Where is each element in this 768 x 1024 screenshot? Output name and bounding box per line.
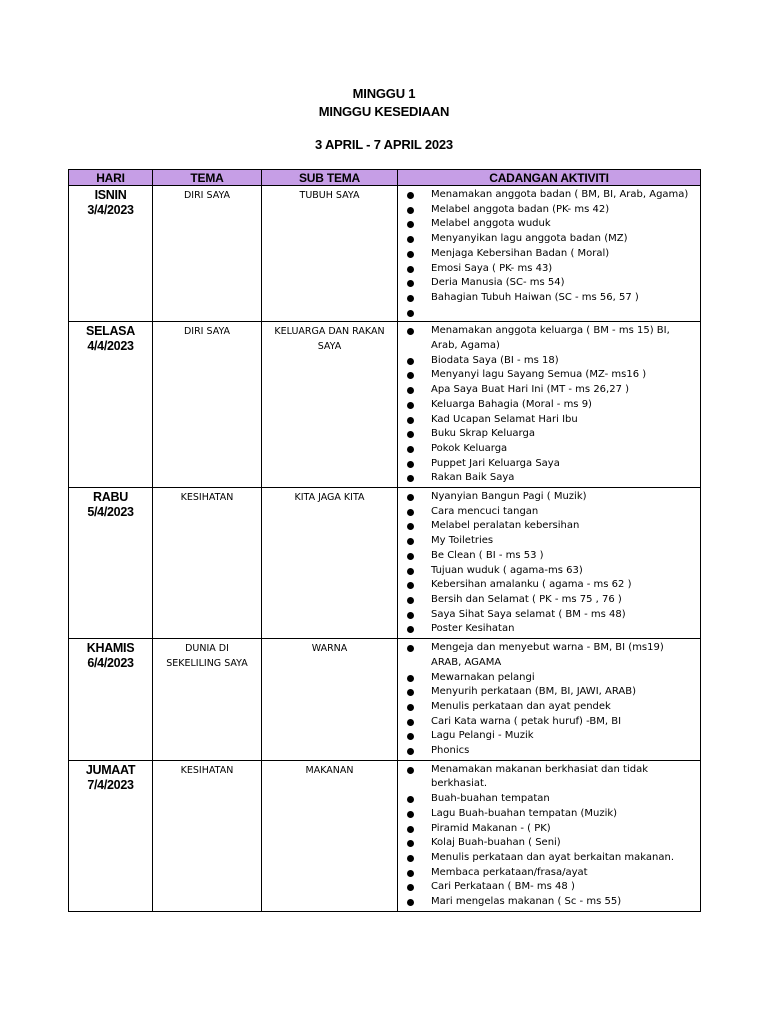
bullet-icon bbox=[407, 310, 414, 317]
weekly-plan-table bbox=[68, 169, 701, 912]
list-item bbox=[398, 895, 700, 910]
bullet-icon bbox=[407, 582, 414, 589]
list-item bbox=[398, 564, 700, 579]
activity-text: My Toiletries bbox=[431, 535, 494, 547]
day-name: ISNIN bbox=[94, 188, 127, 202]
bullet-icon bbox=[407, 826, 414, 833]
day-date: 7/4/2023 bbox=[87, 777, 134, 792]
sub-tema-cell bbox=[262, 760, 398, 911]
tema-text: DUNIA DI SEKELILING SAYA bbox=[166, 643, 248, 670]
list-item bbox=[398, 324, 700, 353]
list-item bbox=[398, 471, 700, 486]
day-cell bbox=[69, 186, 153, 322]
list-item bbox=[398, 608, 700, 623]
header-cadangan-aktiviti: CADANGAN AKTIVITI bbox=[398, 170, 701, 186]
list-item bbox=[398, 836, 700, 851]
bullet-icon bbox=[407, 855, 414, 862]
activity-text: Menamakan anggota badan ( BM, BI, Arab, Agama) bbox=[431, 189, 689, 200]
list-item bbox=[398, 822, 700, 837]
list-item bbox=[398, 866, 700, 881]
list-item bbox=[398, 232, 700, 247]
activities-cell bbox=[398, 760, 701, 911]
header-sub-tema: SUB TEMA bbox=[262, 170, 398, 186]
bullet-icon bbox=[407, 675, 414, 682]
bullet-icon bbox=[407, 236, 414, 243]
activity-text: Apa Saya Buat Hari Ini (MT - ms 26,27 ) bbox=[431, 384, 630, 396]
activity-text: Saya Sihat Saya selamat ( BM - ms 48) bbox=[431, 608, 626, 620]
activity-text: Melabel peralatan kebersihan bbox=[431, 520, 580, 532]
activities-cell bbox=[398, 639, 701, 761]
activity-text: Emosi Saya ( PK- ms 43) bbox=[431, 262, 553, 274]
list-item bbox=[398, 217, 700, 232]
list-item bbox=[398, 442, 700, 457]
bullet-icon bbox=[407, 295, 414, 302]
activity-text: Cari Perkataan ( BM- ms 48 ) bbox=[431, 881, 575, 893]
activity-list bbox=[398, 490, 700, 637]
activity-list bbox=[398, 188, 700, 320]
activity-text: Melabel anggota wuduk bbox=[431, 218, 551, 230]
activity-text: Menyanyi lagu Sayang Semua (MZ- ms16 ) bbox=[431, 369, 647, 381]
list-item bbox=[398, 671, 700, 686]
bullet-icon bbox=[407, 446, 414, 453]
activities-cell bbox=[398, 186, 701, 322]
activity-text: Mewarnakan pelangi bbox=[431, 671, 535, 683]
activities-cell bbox=[398, 488, 701, 639]
tema-text: KESIHATAN bbox=[180, 764, 234, 776]
activity-text: Lagu Pelangi - Muzik bbox=[431, 730, 534, 742]
activities-cell bbox=[398, 322, 701, 488]
sub-tema-cell bbox=[262, 639, 398, 761]
list-item bbox=[398, 534, 700, 549]
bullet-icon bbox=[407, 704, 414, 711]
header-tema: TEMA bbox=[153, 170, 262, 186]
day-cell bbox=[69, 760, 153, 911]
activity-text: Nyanyian Bangun Pagi ( Muzik) bbox=[431, 491, 587, 503]
activity-text: Melabel anggota badan (PK- ms 42) bbox=[431, 203, 610, 215]
sub-tema-cell bbox=[262, 488, 398, 639]
activity-list bbox=[398, 324, 700, 486]
bullet-icon bbox=[407, 767, 414, 774]
bullet-icon bbox=[407, 461, 414, 468]
sub-tema-cell bbox=[262, 186, 398, 322]
bullet-icon bbox=[407, 733, 414, 740]
day-name: SELASA bbox=[86, 324, 135, 339]
activity-list bbox=[398, 763, 700, 910]
activity-text: Phonics bbox=[431, 745, 470, 757]
bullet-icon bbox=[407, 597, 414, 604]
day-name: KHAMIS bbox=[86, 641, 135, 656]
activity-text: Pokok Keluarga bbox=[431, 442, 508, 454]
bullet-icon bbox=[407, 840, 414, 847]
list-item bbox=[398, 641, 700, 670]
list-item bbox=[398, 505, 700, 520]
list-item bbox=[398, 276, 700, 291]
activity-text: Kebersihan amalanku ( agama - ms 62 ) bbox=[431, 579, 632, 591]
bullet-icon bbox=[407, 748, 414, 755]
list-item bbox=[398, 203, 700, 218]
bullet-icon bbox=[407, 626, 414, 633]
activity-text: Menjaga Kebersihan Badan ( Moral) bbox=[431, 247, 610, 259]
bullet-icon bbox=[407, 358, 414, 365]
bullet-icon bbox=[407, 402, 414, 409]
day-date: 5/4/2023 bbox=[87, 505, 134, 520]
list-item bbox=[398, 306, 700, 321]
header-hari: HARI bbox=[69, 170, 153, 186]
activity-text: Mari mengelas makanan ( Sc - ms 55) bbox=[431, 896, 622, 908]
list-item bbox=[398, 715, 700, 730]
activity-text: Kolaj Buah-buahan ( Seni) bbox=[431, 837, 561, 849]
list-item bbox=[398, 763, 700, 792]
sub-tema-text: WARNA bbox=[311, 643, 348, 655]
list-item bbox=[398, 368, 700, 383]
bullet-icon bbox=[407, 431, 414, 438]
list-item bbox=[398, 807, 700, 822]
list-item bbox=[398, 549, 700, 564]
list-item bbox=[398, 188, 700, 203]
bullet-icon bbox=[407, 328, 414, 335]
tema-text: DIRI SAYA bbox=[183, 326, 231, 338]
table-row bbox=[69, 186, 701, 322]
activity-text: Bersih dan Selamat ( PK - ms 75 , 76 ) bbox=[431, 593, 622, 605]
table-row bbox=[69, 322, 701, 488]
tema-cell bbox=[153, 186, 262, 322]
list-item bbox=[398, 519, 700, 534]
sub-tema-text: MAKANAN bbox=[305, 764, 354, 776]
day-cell bbox=[69, 322, 153, 488]
tema-cell bbox=[153, 322, 262, 488]
activity-text bbox=[431, 307, 434, 318]
activity-text: Mengeja dan menyebut warna - BM, BI (ms19) ARAB, AGAMA bbox=[431, 642, 664, 668]
activity-text: Buku Skrap Keluarga bbox=[431, 428, 535, 440]
list-item bbox=[398, 729, 700, 744]
list-item bbox=[398, 398, 700, 413]
bullet-icon bbox=[407, 266, 414, 273]
bullet-icon bbox=[407, 251, 414, 258]
activity-text: Be Clean ( BI - ms 53 ) bbox=[431, 549, 544, 561]
activity-text: Kad Ucapan Selamat Hari Ibu bbox=[431, 413, 578, 425]
list-item bbox=[398, 622, 700, 637]
day-date: 3/4/2023 bbox=[87, 203, 134, 217]
activity-text: Menulis perkataan dan ayat pendek bbox=[431, 700, 611, 712]
bullet-icon bbox=[407, 192, 414, 199]
table-row bbox=[69, 760, 701, 911]
list-item bbox=[398, 578, 700, 593]
sub-tema-text: KITA JAGA KITA bbox=[294, 492, 365, 504]
list-item bbox=[398, 413, 700, 428]
bullet-icon bbox=[407, 494, 414, 501]
list-item bbox=[398, 262, 700, 277]
activity-text: Lagu Buah-buahan tempatan (Muzik) bbox=[431, 807, 618, 819]
activity-text: Cari Kata warna ( petak huruf) -BM, BI bbox=[431, 715, 622, 727]
bullet-icon bbox=[407, 280, 414, 287]
activity-text: Poster Kesihatan bbox=[431, 623, 515, 635]
bullet-icon bbox=[407, 689, 414, 696]
list-item bbox=[398, 291, 700, 306]
activity-text: Keluarga Bahagia (Moral - ms 9) bbox=[431, 398, 592, 410]
activity-text: Piramid Makanan - ( PK) bbox=[431, 822, 551, 834]
bullet-icon bbox=[407, 719, 414, 726]
activity-text: Menamakan makanan berkhasiat dan tidak berkhasiat. bbox=[431, 763, 649, 790]
list-item bbox=[398, 427, 700, 442]
tema-text: KESIHATAN bbox=[180, 492, 234, 504]
activity-list bbox=[398, 641, 700, 759]
tema-cell bbox=[153, 488, 262, 639]
day-name: JUMAAT bbox=[85, 762, 136, 777]
day-date: 6/4/2023 bbox=[87, 656, 134, 671]
activity-text: Menyanyikan lagu anggota badan (MZ) bbox=[431, 233, 628, 245]
activity-text: Cara mencuci tangan bbox=[431, 505, 539, 517]
bullet-icon bbox=[407, 899, 414, 906]
list-item bbox=[398, 851, 700, 866]
table-row bbox=[69, 639, 701, 761]
bullet-icon bbox=[407, 645, 414, 652]
date-range: 3 APRIL - 7 APRIL 2023 bbox=[315, 137, 453, 152]
list-item bbox=[398, 247, 700, 262]
bullet-icon bbox=[407, 796, 414, 803]
activity-text: Menyurih perkataan (BM, BI, JAWI, ARAB) bbox=[431, 686, 636, 698]
list-item bbox=[398, 880, 700, 895]
bullet-icon bbox=[407, 568, 414, 575]
activity-text: Bahagian Tubuh Haiwan (SC - ms 56, 57 ) bbox=[431, 291, 639, 303]
list-item bbox=[398, 490, 700, 505]
list-item bbox=[398, 593, 700, 608]
bullet-icon bbox=[407, 523, 414, 530]
day-date: 4/4/2023 bbox=[87, 339, 134, 354]
list-item bbox=[398, 457, 700, 472]
list-item bbox=[398, 792, 700, 807]
bullet-icon bbox=[407, 475, 414, 482]
day-cell bbox=[69, 488, 153, 639]
bullet-icon bbox=[407, 538, 414, 545]
bullet-icon bbox=[407, 372, 414, 379]
table-row bbox=[69, 488, 701, 639]
sub-tema-text: TUBUH SAYA bbox=[299, 190, 360, 201]
list-item bbox=[398, 744, 700, 759]
activity-text: Menulis perkataan dan ayat berkaitan makanan. bbox=[431, 851, 675, 863]
day-name: RABU bbox=[93, 490, 128, 505]
activity-text: Rakan Baik Saya bbox=[431, 472, 515, 484]
tema-cell bbox=[153, 760, 262, 911]
page-subtitle: MINGGU KESEDIAAN bbox=[318, 104, 450, 119]
activity-text: Biodata Saya (BI - ms 18) bbox=[431, 354, 559, 366]
table-header-row bbox=[69, 170, 701, 186]
bullet-icon bbox=[407, 417, 414, 424]
bullet-icon bbox=[407, 387, 414, 394]
activity-text: Puppet Jari Keluarga Saya bbox=[431, 457, 560, 469]
sub-tema-cell bbox=[262, 322, 398, 488]
sub-tema-text: KELUARGA DAN RAKAN SAYA bbox=[274, 326, 385, 353]
day-cell bbox=[69, 639, 153, 761]
page-title-week: MINGGU 1 bbox=[352, 86, 416, 101]
bullet-icon bbox=[407, 884, 414, 891]
activity-text: Tujuan wuduk ( agama-ms 63) bbox=[431, 564, 583, 576]
tema-cell bbox=[153, 639, 262, 761]
bullet-icon bbox=[407, 207, 414, 214]
list-item bbox=[398, 354, 700, 369]
bullet-icon bbox=[407, 612, 414, 619]
bullet-icon bbox=[407, 870, 414, 877]
activity-text: Deria Manusia (SC- ms 54) bbox=[431, 277, 565, 289]
bullet-icon bbox=[407, 221, 414, 228]
activity-text: Membaca perkataan/frasa/ayat bbox=[431, 866, 588, 878]
list-item bbox=[398, 383, 700, 398]
list-item bbox=[398, 685, 700, 700]
bullet-icon bbox=[407, 811, 414, 818]
activity-text: Menamakan anggota keluarga ( BM - ms 15) BI, Arab, Agama) bbox=[431, 325, 670, 352]
tema-text: DIRI SAYA bbox=[183, 190, 231, 201]
activity-text: Buah-buahan tempatan bbox=[431, 793, 550, 805]
bullet-icon bbox=[407, 509, 414, 516]
list-item bbox=[398, 700, 700, 715]
bullet-icon bbox=[407, 553, 414, 560]
